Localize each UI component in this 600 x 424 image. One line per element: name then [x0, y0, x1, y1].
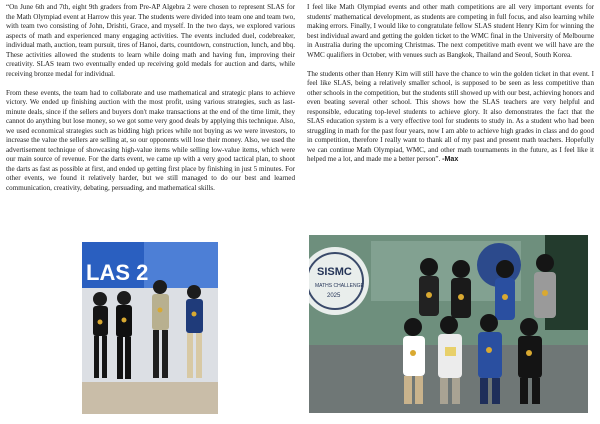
logo-year: 2025 — [327, 293, 341, 299]
paragraph-text: The students other than Henry Kim will still have the chance to win the golden ticket in that event. I feel like SLAS, being a relatively smaller school, is supposed to be seen as less competitive than other schools in the competition, but the students still showed up with our best, achieving honors and even beating several other school. This shows how the SLAS teachers are very helpful and responsible, educating top-level students to achieve glory. It also demonstrates the fact that the SLAS education system is a very effective tool for students to study in. As a student who had been struggling in math for the past four years, now I am able to achieve high grades in class and do good in competition, therefore I really want to thank all of my past and present math teachers. Hopefully we can continue Math Olympiad, WMC, and other math tournaments in the future, as I feel like it helped me a lot, and made me a better person”. — [307, 69, 594, 163]
person — [451, 260, 471, 318]
floor — [82, 382, 218, 414]
paragraph: From these events, the team had to collaborate and use mathematical and strategic plans to achieve victory. We ended up finishing auction with the most profit, using various strategies, such as last-minute deals, since if the sellers and buyers don't make transactions at the end of the time limit, they cannot do anything but lose money, so we got some very good deals by applying this technique. Also, we used economical strategies such as bidding high prices while not buying as we were investors, to increase the value the sellers are selling at, so our opponents will lose their money. Also, we used the advertisement technique of showcasing high-value items while selling low-value items, which were our main source of revenue. For the darts event, we came up with a very good tactical plan, to shoot the darts as fast as possible at first, and ended up getting first place by finishing in just 5 minutes. For other events, we found it relatively harder, but we still managed to do our best and learned communication, creativity, debating, persuading, and mathematical skills. — [6, 88, 295, 192]
team-photo-backdrop — [309, 235, 588, 413]
person — [419, 258, 439, 316]
backdrop-photo-illustration — [309, 235, 588, 413]
logo-subtext: MATHS CHALLENGE — [315, 283, 364, 289]
person — [534, 254, 556, 318]
right-column — [307, 3, 594, 174]
paragraph: “On June 6th and 7th, eight 9th graders from Pre-AP Algebra 2 were chosen to represent SLAS for the Math Olympiad event at Harrow this year. The students were divided into team one and team two, with team two consisting of John, Drishti, Grace, and myself. In the two days, we explored various aspects of math and experienced many engaging activities. The events included duel, codebreaker, individual math, auction, team pursuit, tires of Hanoi, darts, countdown, construction, lunch, and bbq. These activities allowed the students to learn while doing math and having fun, improving their creativity. SLAS team two eventually ended up receiving gold medals for auction and darts, while receiving bronze medal for individual. — [6, 3, 295, 78]
stage-photo-illustration — [82, 242, 218, 414]
left-column — [6, 3, 295, 203]
team-photo-stage — [82, 242, 218, 414]
logo-text: SISMC — [317, 266, 352, 278]
paragraph — [307, 70, 594, 165]
banner-text: LAS 2 — [86, 260, 149, 285]
person — [495, 260, 515, 320]
paragraph: I feel like Math Olympiad events and other math competitions are all very important events for students' mathematical development, as students are competing in full focus, and also learning while making errors. Finally, I would like to congratulate fellow SLAS student Henry Kim for winning the best individual award and getting the golden ticket to the WMC final in the University of Melbourne in Australia during the upcoming Christmas. The next competitive math event we will have are the WMC qualifiers in October, with venues such as Bangkok, Thailand and Seoul, South Korea. — [307, 3, 594, 59]
signature: -Max — [442, 155, 459, 163]
